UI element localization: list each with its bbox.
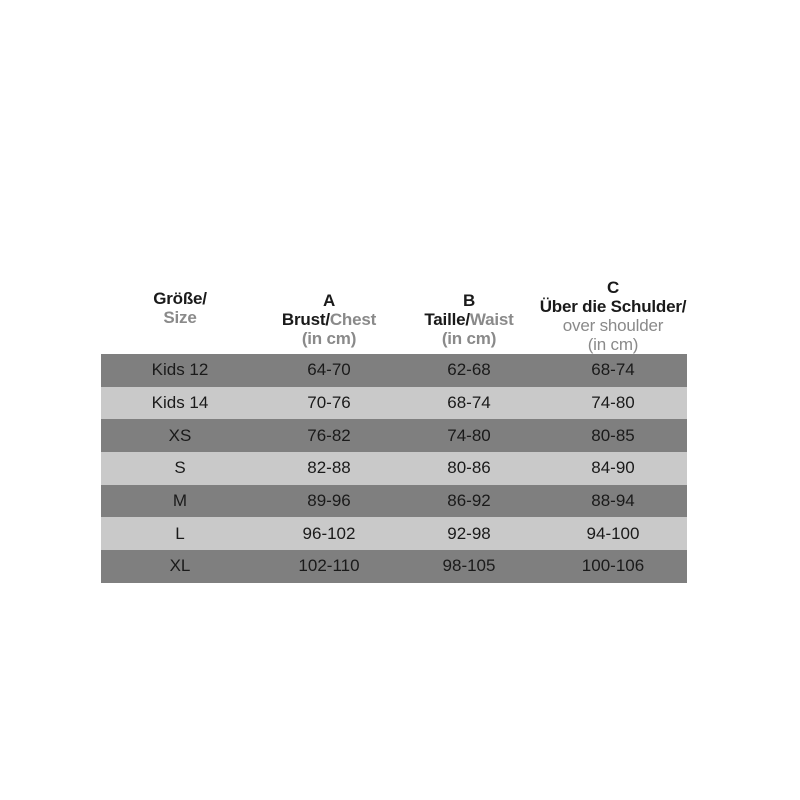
header-chest-letter: A — [322, 291, 336, 310]
header-size — [101, 254, 259, 354]
header-waist-de: Taille/ — [424, 310, 470, 329]
table-row — [101, 452, 687, 485]
header-waist-letter: B — [462, 291, 476, 310]
table-row — [101, 419, 687, 452]
cell-waist: 62-68 — [447, 360, 491, 380]
cell-size: XS — [168, 425, 192, 445]
cell-shoulder: 100-106 — [581, 556, 645, 576]
cell-chest: 102-110 — [298, 556, 360, 576]
size-chart-body — [101, 354, 687, 583]
cell-waist: 86-92 — [447, 491, 491, 511]
header-size-de: Größe/ — [153, 289, 207, 308]
header-size-en: Size — [163, 308, 197, 327]
cell-shoulder: 88-94 — [591, 491, 635, 511]
cell-size: L — [175, 523, 185, 543]
header-chest-label — [282, 310, 376, 329]
size-chart — [101, 254, 687, 583]
cell-waist: 68-74 — [447, 393, 491, 413]
cell-chest: 64-70 — [307, 360, 351, 380]
header-waist-label — [424, 310, 513, 329]
table-row — [101, 387, 687, 420]
cell-shoulder: 74-80 — [591, 393, 635, 413]
header-waist — [399, 254, 539, 354]
cell-waist: 98-105 — [442, 556, 496, 576]
header-shoulder-de: Über die Schulder/ — [539, 297, 687, 316]
header-shoulder — [539, 254, 687, 354]
header-shoulder-en: over shoulder — [562, 316, 664, 335]
table-row — [101, 550, 687, 583]
cell-waist: 74-80 — [447, 425, 491, 445]
cell-shoulder: 68-74 — [591, 360, 635, 380]
cell-chest: 76-82 — [307, 425, 351, 445]
header-shoulder-unit: (in cm) — [587, 335, 639, 354]
cell-size: Kids 12 — [151, 360, 209, 380]
cell-chest: 96-102 — [302, 523, 356, 543]
cell-chest: 70-76 — [307, 393, 351, 413]
table-row — [101, 354, 687, 387]
cell-size: S — [174, 458, 186, 478]
header-chest-en: Chest — [329, 310, 377, 329]
cell-size: Kids 14 — [151, 393, 209, 413]
table-row — [101, 485, 687, 518]
cell-waist: 92-98 — [447, 523, 491, 543]
header-shoulder-letter: C — [606, 278, 620, 297]
header-waist-en: Waist — [469, 310, 514, 329]
cell-size: M — [172, 491, 188, 511]
table-row — [101, 517, 687, 550]
cell-chest: 82-88 — [307, 458, 351, 478]
header-chest — [259, 254, 399, 354]
header-chest-unit: (in cm) — [301, 329, 357, 348]
cell-chest: 89-96 — [307, 491, 351, 511]
cell-shoulder: 94-100 — [586, 523, 640, 543]
header-waist-unit: (in cm) — [441, 329, 497, 348]
size-chart-header — [101, 254, 687, 354]
header-chest-de: Brust/ — [281, 310, 330, 329]
cell-shoulder: 80-85 — [591, 425, 635, 445]
cell-waist: 80-86 — [447, 458, 491, 478]
cell-size: XL — [169, 556, 191, 576]
cell-shoulder: 84-90 — [591, 458, 635, 478]
